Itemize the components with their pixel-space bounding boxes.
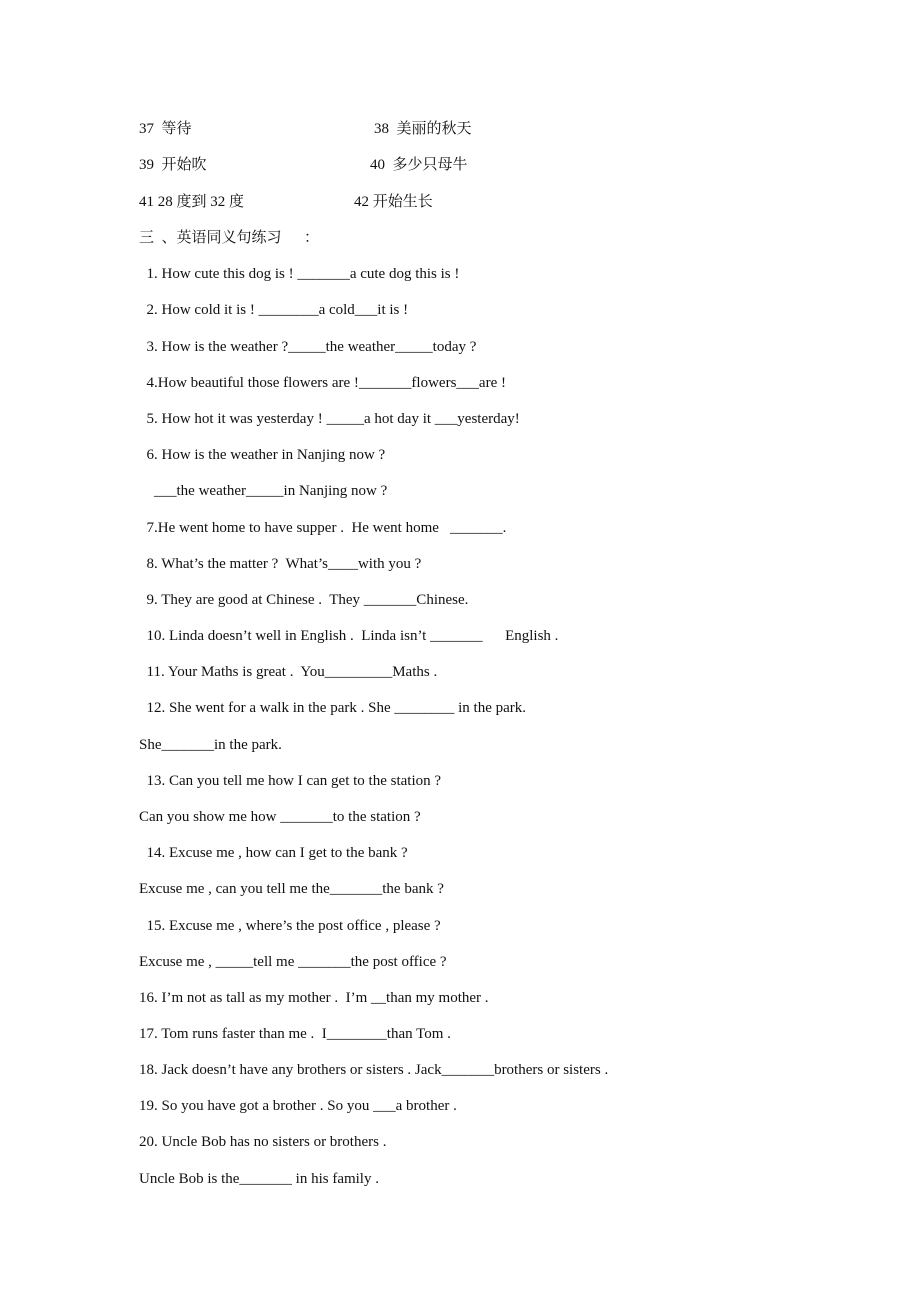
exercise-line: 8. What’s the matter ? What’s____with you ? bbox=[139, 556, 422, 572]
exercise-line: 13. Can you tell me how I can get to the station ? bbox=[139, 773, 442, 789]
exercise-line: 16. I’m not as tall as my mother . I’m __than my mother . bbox=[139, 990, 489, 1006]
exercise-line: Uncle Bob is the_______ in his family . bbox=[139, 1171, 379, 1187]
vocab-item-41: 41 28 度到 32 度 bbox=[139, 194, 245, 210]
exercise-line: 17. Tom runs faster than me . I________than Tom . bbox=[139, 1026, 451, 1042]
exercise-line: 3. How is the weather ?_____the weather_____today ? bbox=[139, 339, 477, 355]
vocab-item-39: 39 开始吹 bbox=[139, 157, 207, 173]
section-heading: 三 、英语同义句练习 ： bbox=[139, 230, 320, 246]
exercise-line: 14. Excuse me , how can I get to the bank ? bbox=[139, 845, 408, 861]
exercise-line: 11. Your Maths is great . You_________Maths . bbox=[139, 664, 438, 680]
vocab-item-38: 38 美丽的秋天 bbox=[374, 121, 472, 137]
exercise-line: 18. Jack doesn’t have any brothers or sisters . Jack_______brothers or sisters . bbox=[139, 1062, 609, 1078]
exercise-line: 2. How cold it is ! ________a cold___it is ! bbox=[139, 302, 409, 318]
exercise-line: Can you show me how _______to the station ? bbox=[139, 809, 421, 825]
exercise-line: 1. How cute this dog is ! _______a cute dog this is ! bbox=[139, 266, 460, 282]
vocab-item-40: 40 多少只母牛 bbox=[370, 157, 468, 173]
exercise-line: 10. Linda doesn’t well in English . Linda isn’t _______ English . bbox=[139, 628, 559, 644]
exercise-line: 20. Uncle Bob has no sisters or brothers . bbox=[139, 1134, 387, 1150]
vocab-item-37: 37 等待 bbox=[139, 121, 192, 137]
exercise-line: 19. So you have got a brother . So you ___a brother . bbox=[139, 1098, 457, 1114]
exercise-line: She_______in the park. bbox=[139, 737, 282, 753]
exercise-line: Excuse me , _____tell me _______the post office ? bbox=[139, 954, 447, 970]
exercise-line: Excuse me , can you tell me the_______the bank ? bbox=[139, 881, 444, 897]
exercise-line: 7.He went home to have supper . He went home _______. bbox=[139, 520, 507, 536]
exercise-line: 9. They are good at Chinese . They _______Chinese. bbox=[139, 592, 469, 608]
vocab-item-42: 42 开始生长 bbox=[354, 194, 433, 210]
exercise-line: 6. How is the weather in Nanjing now ? bbox=[139, 447, 386, 463]
exercise-line: 12. She went for a walk in the park . She ________ in the park. bbox=[139, 700, 527, 716]
exercise-line: ___the weather_____in Nanjing now ? bbox=[139, 483, 388, 499]
exercise-line: 5. How hot it was yesterday ! _____a hot day it ___yesterday! bbox=[139, 411, 520, 427]
exercise-line: 15. Excuse me , where’s the post office , please ? bbox=[139, 918, 441, 934]
exercise-line: 4.How beautiful those flowers are !_______flowers___are ! bbox=[139, 375, 506, 391]
